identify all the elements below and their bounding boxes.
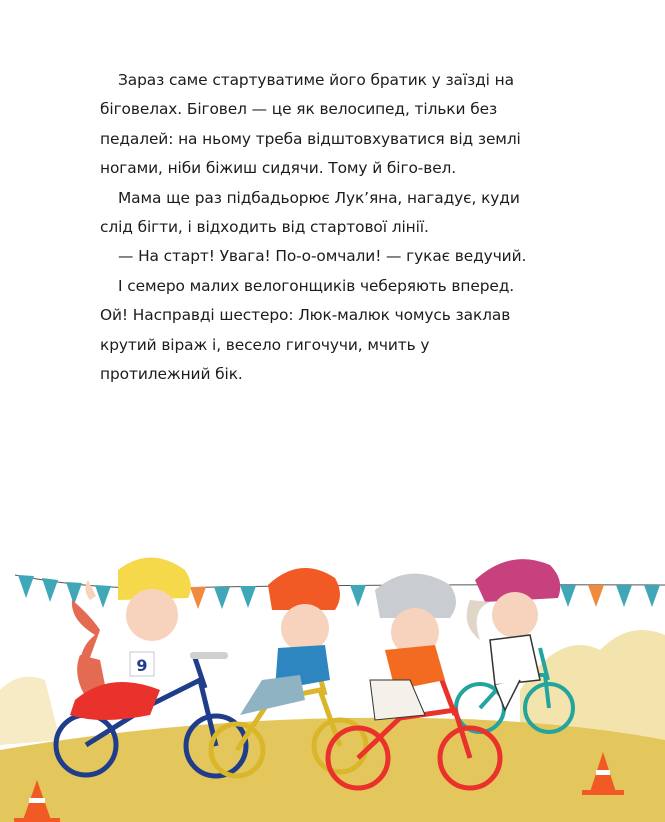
flag: [588, 585, 604, 607]
flag: [560, 585, 576, 607]
story-text: [100, 66, 540, 389]
paragraph-3: — На старт! Увага! По-о-омчали! — гукає ведучий.: [118, 247, 527, 266]
rider-grey-helmet: [370, 574, 456, 720]
flag: [95, 585, 111, 608]
paragraph-2: Мама ще раз підбадьорює Лук’яна, нагадує, куди слід бігти, і відходить від стартової лінії.: [100, 188, 520, 237]
race-illustration: [0, 540, 665, 822]
flag: [42, 578, 58, 602]
flag: [18, 575, 34, 598]
flag: [66, 582, 82, 605]
flag: [350, 585, 366, 607]
flag: [190, 587, 206, 609]
paragraph-1: Зараз саме стартуватиме його братик у заїзді на біговелах. Біговел — це як велосипед, тільки без педалей: на ньому треба відштовхуватися від землі ногами, ніби біжиш сидячи. Тому й біго-вел.: [100, 71, 521, 178]
paragraph-4: І семеро малих велогонщиків чеберяють вперед. Ой! Насправді шестеро: Люк-малюк чомусь заклав крутий віраж і, весело гигочучи, мчить у протилежний бік.: [100, 276, 515, 384]
grass-left: [0, 677, 60, 745]
race-bib-number: 9: [136, 656, 148, 675]
flag: [616, 585, 632, 607]
flag: [214, 587, 230, 609]
flag: [240, 586, 256, 608]
flag: [644, 585, 660, 607]
